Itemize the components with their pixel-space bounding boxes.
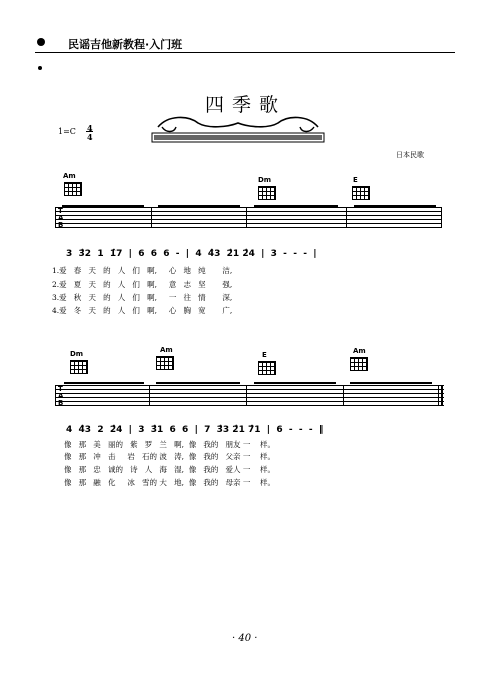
lyric-verse-1: 像 那 美 丽的 紫 罗 兰 啊, 像 我的 朋友 一 样。 [64,440,275,449]
key-signature: 1=C [58,127,76,136]
chord-diagram [258,361,276,375]
lyric-verse-2: 2.爱 夏 天 的 人 们 啊, 意 志 坚 强, [52,280,233,289]
lyric-verse-3: 3.爱 秋 天 的 人 们 啊, 一 往 情 深, [52,293,233,302]
time-signature-top: 4 [87,123,93,133]
chord-name: E [353,176,358,184]
chord-diagram [258,186,276,200]
header-bullet [37,38,45,46]
lyric-verse-4: 像 那 融 化 冰 雪的 大 地, 像 我的 母亲 一 样。 [64,478,275,487]
tab-letter-a: A [58,214,64,222]
title-ornament [148,113,328,147]
chord-name: Am [160,346,173,354]
tab-letter-t: T [58,385,63,393]
lyric-verse-3: 像 那 忠 诚的 诗 人 海 湿, 像 我的 爱人 一 样。 [64,465,275,474]
song-title: 四季歌 [205,94,287,116]
chord-diagram [352,186,370,200]
song-source: 日本民歌 [396,151,424,159]
chord-diagram [70,360,88,374]
tab-letter-t: T [58,207,63,215]
lyric-verse-4: 4.爱 冬 天 的 人 们 啊, 心 胸 宽 广, [52,306,233,315]
page-number: · 40 · [232,633,258,644]
book-title: 民谣吉他新教程·入门班 [68,38,183,51]
jianpu-line-1: 3 3̂2 1 1̂7 | 6 6 6 - | 4 4̂3 2̂1 2̂4 | 3 - - - | [66,249,317,259]
chord-name: E [262,351,267,359]
lyric-verse-1: 1.爱 春 天 的 人 们 啊, 心 地 纯 洁, [52,266,233,275]
jianpu-line-2: 4 4̂3 2 2̂4 | 3 3̂1 6 6 | 7 3̂3 2̂1 7̂1 | 6 - - - ‖ [66,425,324,435]
chord-diagram [64,182,82,196]
tab-letter-b: B [58,221,64,229]
chord-name: Dm [258,176,272,184]
lyric-verse-2: 像 那 冲 击 岩 石的 波 涛, 像 我的 父亲 一 样。 [64,452,275,461]
time-signature-bottom: 4 [87,132,93,142]
header-rule [35,52,455,53]
chord-name: Dm [70,350,84,358]
tab-letter-a: A [58,392,64,400]
margin-dot [38,66,42,70]
chord-name: Am [353,347,366,355]
tab-letter-b: B [58,399,64,407]
chord-diagram [350,357,368,371]
chord-name: Am [63,172,76,180]
chord-diagram [156,356,174,370]
